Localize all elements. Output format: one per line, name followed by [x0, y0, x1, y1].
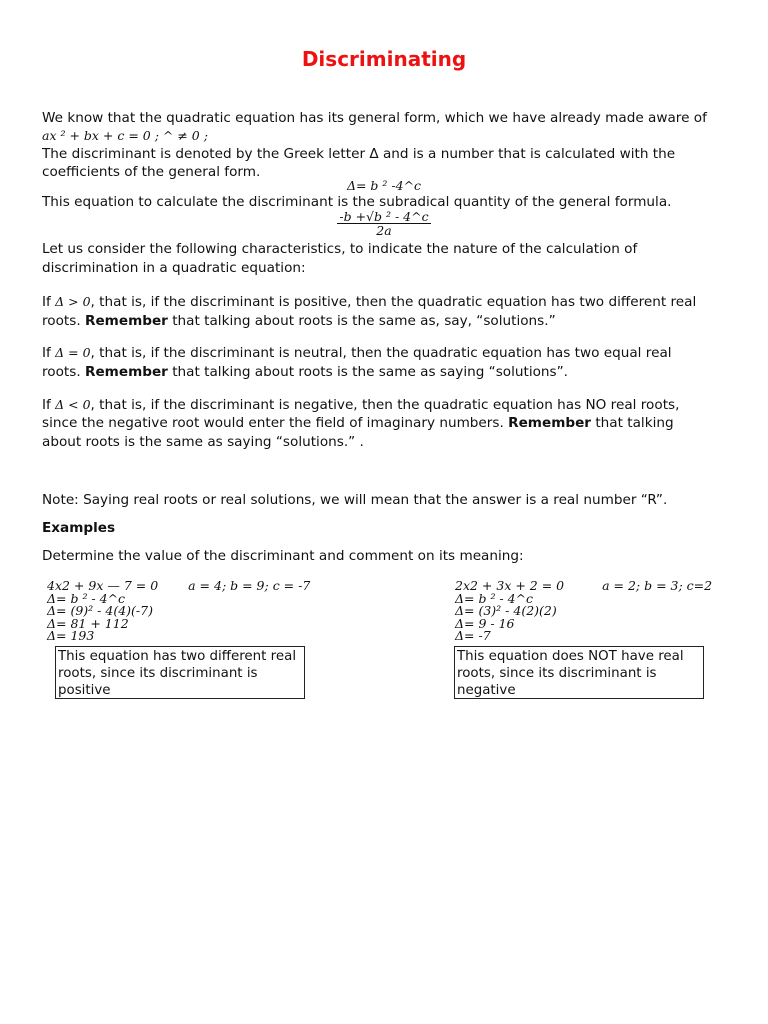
remember-label: Remember [508, 415, 592, 431]
general-formula [0, 210, 768, 238]
examples-heading: Examples [42, 520, 116, 536]
examples-instruction: Determine the value of the discriminant and comment on its meaning: [42, 548, 524, 564]
case-negative-line-2: since the negative root would enter the field of imaginary numbers. Remember that talking [42, 415, 674, 431]
remember-label: Remember [85, 313, 168, 329]
intro-line-6: discrimination in a quadratic equation: [42, 260, 306, 276]
case-positive-line-2: roots. Remember that talking about roots is the same as, say, “solutions.” [42, 313, 556, 329]
example-step: Δ= 81 + 112 [47, 615, 129, 631]
case-condition: Δ < 0 [55, 397, 91, 412]
case-condition: Δ = 0 [55, 345, 91, 360]
case-negative-line-3: about roots is the same as saying “solutions.” . [42, 434, 364, 450]
intro-line-4: This equation to calculate the discriminant is the subradical quantity of the general formula. [42, 194, 672, 210]
case-negative-line-1: If Δ < 0, that is, if the discriminant is negative, then the quadratic equation has NO real roots, [42, 397, 680, 413]
example-step: Δ= -7 [455, 628, 491, 644]
example-equation: 2x2 + 3x + 2 = 0 [455, 578, 565, 593]
general-formula-denominator: 2a [376, 223, 392, 238]
discriminant-formula: Δ= b ² -4^c [346, 178, 422, 193]
example-step: Δ= (9)² - 4(4)(-7) [47, 603, 153, 619]
remember-label: Remember [85, 364, 168, 380]
example-step: Δ= b ² - 4^c [47, 590, 126, 606]
intro-line-1: We know that the quadratic equation has its general form, which we have already made aware of [42, 110, 707, 126]
example-2-comment-box: This equation does NOT have real roots, since its discriminant is negative [454, 646, 704, 699]
intro-line-2: The discriminant is denoted by the Greek letter Δ and is a number that is calculated with the [42, 146, 676, 162]
example-1-comment-box: This equation has two different real roots, since its discriminant is positive [55, 646, 305, 699]
example-step: Δ= 9 - 16 [455, 615, 515, 631]
example-equation: 4x2 + 9x — 7 = 0 [47, 578, 159, 593]
example-step: Δ= b ² - 4^c [455, 590, 534, 606]
note: Note: Saying real roots or real solutions, we will mean that the answer is a real number “R”. [42, 492, 668, 508]
example-1 [47, 580, 310, 643]
intro-line-5: Let us consider the following characteristics, to indicate the nature of the calculation of [42, 241, 638, 257]
example-step: Δ= 193 [47, 628, 95, 644]
example-step: Δ= (3)² - 4(2)(2) [455, 603, 557, 619]
example-coefficients: a = 4; b = 9; c = -7 [188, 578, 311, 593]
general-form-equation: ax ² + bx + c = 0 ; ^ ≠ 0 ; [42, 128, 208, 143]
case-positive-line-1: If Δ > 0, that is, if the discriminant is positive, then the quadratic equation has two different real [42, 294, 697, 310]
general-formula-numerator: -b +√b ² - 4^c [339, 209, 429, 224]
case-neutral-line-2: roots. Remember that talking about roots is the same as saying “solutions”. [42, 364, 568, 380]
example-coefficients: a = 2; b = 3; c=2 [602, 578, 713, 593]
case-condition: Δ > 0 [55, 294, 91, 309]
case-neutral-line-1: If Δ = 0, that is, if the discriminant is neutral, then the quadratic equation has two equal real [42, 345, 672, 361]
example-2 [455, 580, 712, 643]
page-title: Discriminating [301, 47, 467, 71]
intro-line-3: coefficients of the general form. [42, 164, 261, 180]
